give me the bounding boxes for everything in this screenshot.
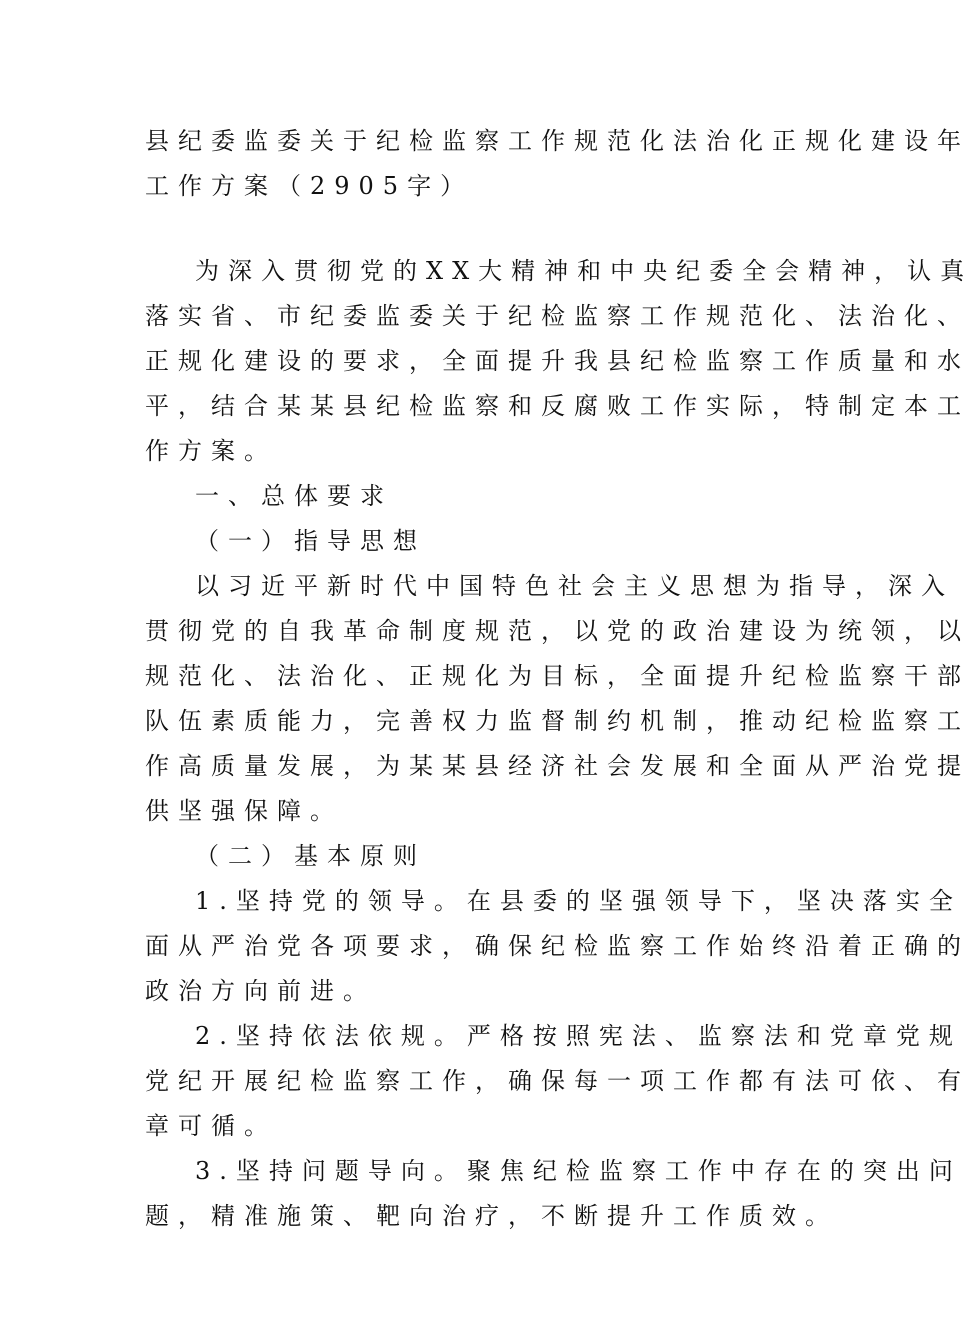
paragraph <box>145 474 807 519</box>
paragraph-line: 3.坚持问题导向。聚焦纪检监察工作中存在的突出问 <box>195 1157 962 1185</box>
document-title <box>145 119 970 209</box>
paragraph <box>145 879 970 1014</box>
document-page <box>145 119 973 1239</box>
document-body <box>145 249 973 1239</box>
paragraph-line: 队伍素质能力，完善权力监督制约机制，推动纪检监察工 <box>145 707 970 735</box>
paragraph-line: 落实省、市纪委监委关于纪检监察工作规范化、法治化、 <box>145 302 970 330</box>
paragraph-line: 正规化建设的要求，全面提升我县纪检监察工作质量和水 <box>145 347 970 375</box>
paragraph <box>145 564 970 834</box>
paragraph-line: （二）基本原则 <box>195 842 426 870</box>
paragraph-line: 贯彻党的自我革命制度规范，以党的政治建设为统领，以 <box>145 617 970 645</box>
paragraph <box>145 1014 970 1149</box>
paragraph <box>145 1149 962 1239</box>
paragraph-line: 面从严治党各项要求，确保纪检监察工作始终沿着正确的 <box>145 932 970 960</box>
paragraph-line: （一）指导思想 <box>195 527 426 555</box>
paragraph-line: 作方案。 <box>145 437 277 465</box>
paragraph-line: 供坚强保障。 <box>145 797 343 825</box>
paragraph-line: 政治方向前进。 <box>145 977 376 1005</box>
paragraph-line: 2.坚持依法依规。严格按照宪法、监察法和党章党规 <box>195 1022 962 1050</box>
paragraph-line: 以习近平新时代中国特色社会主义思想为指导，深入 <box>195 572 954 600</box>
paragraph <box>145 834 807 879</box>
paragraph-line: 党纪开展纪检监察工作，确保每一项工作都有法可依、有 <box>145 1067 970 1095</box>
paragraph <box>145 249 973 474</box>
paragraph-line: 平，结合某某县纪检监察和反腐败工作实际，特制定本工 <box>145 392 970 420</box>
title-line: 县纪委监委关于纪检监察工作规范化法治化正规化建设年 <box>145 127 970 155</box>
paragraph-line: 章可循。 <box>145 1112 277 1140</box>
paragraph <box>145 519 807 564</box>
paragraph-line: 规范化、法治化、正规化为目标，全面提升纪检监察干部 <box>145 662 970 690</box>
title-line: 工作方案（2905字） <box>145 172 474 200</box>
paragraph-line: 作高质量发展，为某某县经济社会发展和全面从严治党提 <box>145 752 970 780</box>
paragraph-line: 为深入贯彻党的XX大精神和中央纪委全会精神，认真 <box>195 257 973 285</box>
paragraph-line: 题，精准施策、靶向治疗，不断提升工作质效。 <box>145 1202 838 1230</box>
paragraph-line: 一、总体要求 <box>195 482 393 510</box>
paragraph-line: 1.坚持党的领导。在县委的坚强领导下，坚决落实全 <box>195 887 962 915</box>
